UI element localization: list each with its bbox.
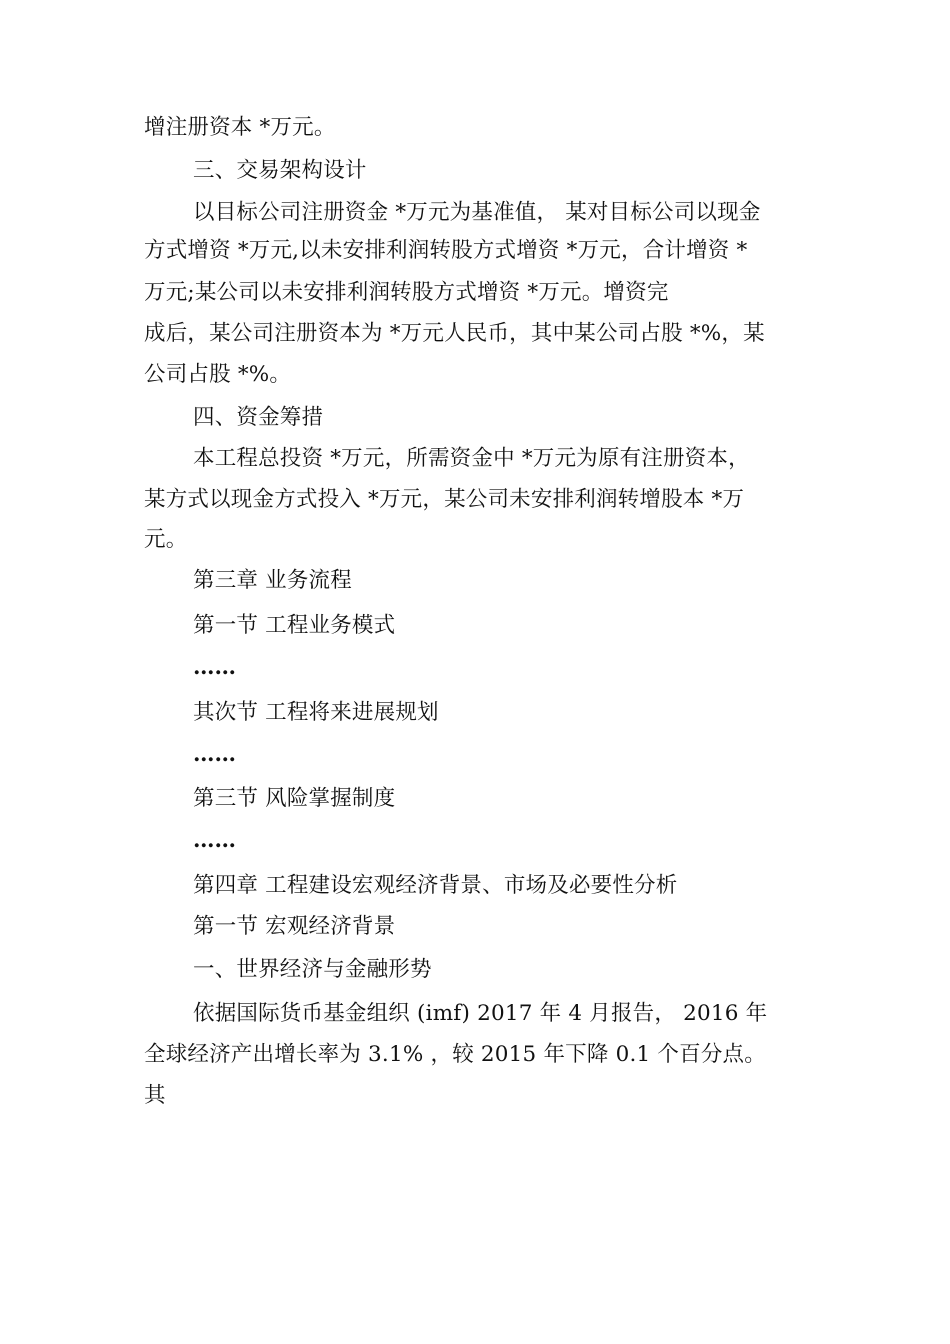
section-heading: 一、世界经济与金融形势 [193,957,432,982]
paragraph-line: 全球经济产出增长率为 3.1% ，较 2015 年下降 0.1 个百分点。 [144,1042,766,1067]
chapter-heading: 第四章 工程建设宏观经济背景、市场及必要性分析 [193,873,678,898]
paragraph-line: 元。 [144,527,188,552]
paragraph-line: 本工程总投资 *万元，所需资金中 *万元为原有注册资本， [193,446,750,471]
paragraph-line: 以目标公司注册资金 *万元为基准值， 某对目标公司以现金 [193,200,761,225]
subsection-heading: 第一节 工程业务模式 [193,613,396,638]
paragraph-line: 依据国际货币基金组织 (imf) 2017 年 4 月报告， 2016 年 [193,1001,768,1026]
paragraph-line: 万元;某公司以未安排利润转股方式增资 *万元。增资完 [144,280,669,305]
ellipsis: …… [193,828,236,853]
subsection-heading: 第三节 风险掌握制度 [193,786,396,811]
paragraph-line: 方式增资 *万元,以未安排利润转股方式增资 *万元，合计增资 * [144,238,748,263]
section-heading: 四、资金筹措 [193,405,324,430]
ellipsis: …… [193,655,236,680]
subsection-heading: 第一节 宏观经济背景 [193,914,396,939]
paragraph-line: 成后，某公司注册资本为 *万元人民币，其中某公司占股 *%，某 [144,321,765,346]
body-text-line: 增注册资本 *万元。 [144,115,336,140]
ellipsis: …… [193,742,236,767]
section-heading: 三、交易架构设计 [193,158,367,183]
paragraph-line: 某方式以现金方式投入 *万元，某公司未安排利润转增股本 *万 [144,487,745,512]
subsection-heading: 其次节 工程将来进展规划 [193,700,439,725]
chapter-heading: 第三章 业务流程 [193,568,352,593]
paragraph-line: 公司占股 *%。 [144,362,292,387]
paragraph-line: 其 [144,1083,166,1108]
